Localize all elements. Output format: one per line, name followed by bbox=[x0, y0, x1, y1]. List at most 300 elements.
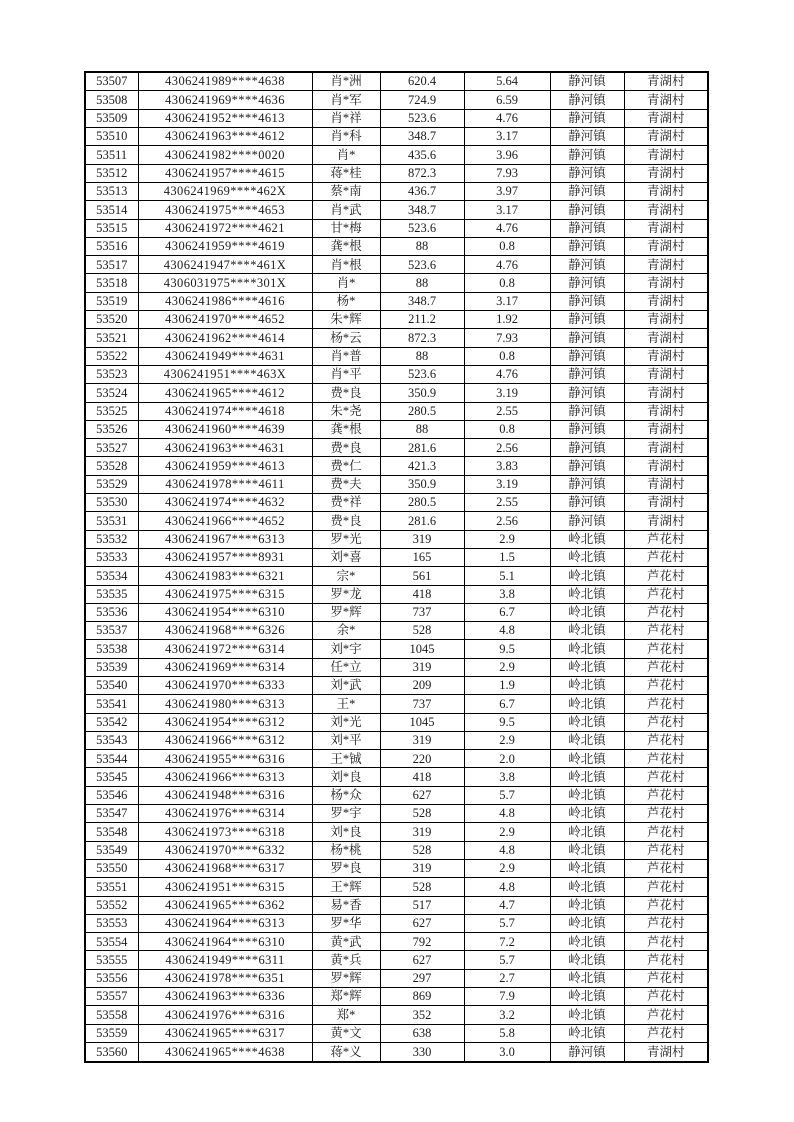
cell-masked-name: 郑*辉 bbox=[312, 988, 380, 1006]
cell-masked-name: 杨*众 bbox=[312, 786, 380, 804]
cell-amount: 352 bbox=[380, 1006, 464, 1024]
cell-serial-number: 53514 bbox=[85, 201, 138, 219]
cell-area: 2.9 bbox=[464, 731, 550, 749]
cell-town: 岭北镇 bbox=[550, 1006, 624, 1024]
cell-area: 0.8 bbox=[464, 347, 550, 365]
cell-town: 岭北镇 bbox=[550, 768, 624, 786]
cell-town: 静河镇 bbox=[550, 512, 624, 530]
table-row bbox=[85, 585, 708, 603]
cell-town: 岭北镇 bbox=[550, 603, 624, 621]
cell-area: 2.56 bbox=[464, 512, 550, 530]
cell-area: 2.9 bbox=[464, 823, 550, 841]
cell-village: 芦花村 bbox=[624, 676, 708, 694]
cell-village: 芦花村 bbox=[624, 878, 708, 896]
cell-area: 1.92 bbox=[464, 311, 550, 329]
cell-masked-name: 王* bbox=[312, 695, 380, 713]
cell-amount: 436.7 bbox=[380, 182, 464, 200]
cell-area: 1.9 bbox=[464, 676, 550, 694]
cell-village: 芦花村 bbox=[624, 567, 708, 585]
cell-amount: 528 bbox=[380, 841, 464, 859]
cell-serial-number: 53525 bbox=[85, 402, 138, 420]
cell-masked-id-number: 4306241963****6336 bbox=[138, 988, 312, 1006]
cell-masked-name: 罗*光 bbox=[312, 530, 380, 548]
cell-village: 青湖村 bbox=[624, 256, 708, 274]
cell-area: 0.8 bbox=[464, 420, 550, 438]
table-row bbox=[85, 494, 708, 512]
cell-masked-id-number: 4306241968****6317 bbox=[138, 859, 312, 877]
cell-village: 芦花村 bbox=[624, 695, 708, 713]
cell-area: 7.93 bbox=[464, 164, 550, 182]
cell-amount: 872.3 bbox=[380, 329, 464, 347]
cell-masked-name: 刘*武 bbox=[312, 676, 380, 694]
cell-town: 静河镇 bbox=[550, 256, 624, 274]
table-row bbox=[85, 841, 708, 859]
cell-village: 青湖村 bbox=[624, 237, 708, 255]
cell-area: 3.17 bbox=[464, 292, 550, 310]
cell-serial-number: 53546 bbox=[85, 786, 138, 804]
cell-serial-number: 53524 bbox=[85, 384, 138, 402]
cell-village: 芦花村 bbox=[624, 988, 708, 1006]
cell-amount: 220 bbox=[380, 750, 464, 768]
cell-serial-number: 53512 bbox=[85, 164, 138, 182]
cell-masked-name: 肖*洲 bbox=[312, 72, 380, 91]
cell-amount: 350.9 bbox=[380, 384, 464, 402]
cell-serial-number: 53511 bbox=[85, 146, 138, 164]
cell-village: 芦花村 bbox=[624, 969, 708, 987]
cell-masked-name: 龚*根 bbox=[312, 420, 380, 438]
cell-area: 3.19 bbox=[464, 384, 550, 402]
cell-serial-number: 53513 bbox=[85, 182, 138, 200]
table-row bbox=[85, 457, 708, 475]
cell-village: 芦花村 bbox=[624, 896, 708, 914]
cell-area: 2.55 bbox=[464, 402, 550, 420]
cell-masked-id-number: 4306241962****4614 bbox=[138, 329, 312, 347]
cell-area: 9.5 bbox=[464, 713, 550, 731]
table-row bbox=[85, 878, 708, 896]
cell-serial-number: 53532 bbox=[85, 530, 138, 548]
cell-masked-id-number: 4306241980****6313 bbox=[138, 695, 312, 713]
cell-area: 0.8 bbox=[464, 237, 550, 255]
cell-area: 5.64 bbox=[464, 72, 550, 91]
cell-masked-id-number: 4306241966****6312 bbox=[138, 731, 312, 749]
cell-village: 芦花村 bbox=[624, 805, 708, 823]
cell-village: 芦花村 bbox=[624, 841, 708, 859]
cell-masked-id-number: 4306241966****4652 bbox=[138, 512, 312, 530]
table-row bbox=[85, 933, 708, 951]
cell-serial-number: 53507 bbox=[85, 72, 138, 91]
cell-town: 岭北镇 bbox=[550, 841, 624, 859]
cell-village: 芦花村 bbox=[624, 1024, 708, 1042]
cell-masked-name: 王*辉 bbox=[312, 878, 380, 896]
cell-serial-number: 53554 bbox=[85, 933, 138, 951]
cell-area: 6.7 bbox=[464, 603, 550, 621]
cell-town: 静河镇 bbox=[550, 384, 624, 402]
cell-area: 4.8 bbox=[464, 805, 550, 823]
cell-masked-id-number: 4306241969****462X bbox=[138, 182, 312, 200]
cell-masked-name: 刘*良 bbox=[312, 823, 380, 841]
cell-masked-name: 刘*良 bbox=[312, 768, 380, 786]
cell-area: 6.7 bbox=[464, 695, 550, 713]
cell-town: 静河镇 bbox=[550, 292, 624, 310]
cell-village: 青湖村 bbox=[624, 402, 708, 420]
cell-amount: 523.6 bbox=[380, 219, 464, 237]
cell-village: 青湖村 bbox=[624, 72, 708, 91]
cell-town: 静河镇 bbox=[550, 494, 624, 512]
cell-masked-id-number: 4306241973****6318 bbox=[138, 823, 312, 841]
cell-masked-name: 费*夫 bbox=[312, 475, 380, 493]
table-row bbox=[85, 128, 708, 146]
cell-area: 1.5 bbox=[464, 548, 550, 566]
cell-amount: 627 bbox=[380, 786, 464, 804]
cell-amount: 348.7 bbox=[380, 201, 464, 219]
cell-serial-number: 53555 bbox=[85, 951, 138, 969]
cell-town: 静河镇 bbox=[550, 237, 624, 255]
cell-town: 岭北镇 bbox=[550, 622, 624, 640]
table-row bbox=[85, 182, 708, 200]
cell-area: 3.8 bbox=[464, 768, 550, 786]
cell-town: 静河镇 bbox=[550, 420, 624, 438]
cell-serial-number: 53547 bbox=[85, 805, 138, 823]
table-row bbox=[85, 786, 708, 804]
cell-serial-number: 53542 bbox=[85, 713, 138, 731]
cell-area: 3.17 bbox=[464, 201, 550, 219]
table-row bbox=[85, 347, 708, 365]
cell-masked-id-number: 4306241982****0020 bbox=[138, 146, 312, 164]
cell-area: 5.7 bbox=[464, 914, 550, 932]
cell-masked-id-number: 4306241975****4653 bbox=[138, 201, 312, 219]
cell-serial-number: 53544 bbox=[85, 750, 138, 768]
table-row bbox=[85, 109, 708, 127]
table-row bbox=[85, 823, 708, 841]
cell-masked-name: 黄*兵 bbox=[312, 951, 380, 969]
table-row bbox=[85, 896, 708, 914]
table-row bbox=[85, 274, 708, 292]
cell-area: 4.7 bbox=[464, 896, 550, 914]
table-row bbox=[85, 292, 708, 310]
cell-amount: 88 bbox=[380, 274, 464, 292]
cell-amount: 528 bbox=[380, 878, 464, 896]
table-row bbox=[85, 969, 708, 987]
table-row bbox=[85, 1042, 708, 1062]
cell-serial-number: 53550 bbox=[85, 859, 138, 877]
cell-village: 芦花村 bbox=[624, 530, 708, 548]
cell-village: 青湖村 bbox=[624, 1042, 708, 1062]
cell-village: 芦花村 bbox=[624, 786, 708, 804]
cell-village: 芦花村 bbox=[624, 914, 708, 932]
cell-town: 静河镇 bbox=[550, 91, 624, 109]
cell-village: 芦花村 bbox=[624, 585, 708, 603]
table-row bbox=[85, 384, 708, 402]
cell-amount: 523.6 bbox=[380, 365, 464, 383]
cell-amount: 88 bbox=[380, 347, 464, 365]
cell-masked-id-number: 4306241964****6310 bbox=[138, 933, 312, 951]
cell-town: 静河镇 bbox=[550, 365, 624, 383]
cell-area: 7.2 bbox=[464, 933, 550, 951]
cell-serial-number: 53531 bbox=[85, 512, 138, 530]
cell-serial-number: 53559 bbox=[85, 1024, 138, 1042]
cell-area: 3.96 bbox=[464, 146, 550, 164]
cell-area: 2.9 bbox=[464, 530, 550, 548]
table-row bbox=[85, 146, 708, 164]
cell-town: 静河镇 bbox=[550, 182, 624, 200]
table-row bbox=[85, 201, 708, 219]
cell-amount: 319 bbox=[380, 859, 464, 877]
cell-town: 岭北镇 bbox=[550, 750, 624, 768]
cell-masked-name: 杨*云 bbox=[312, 329, 380, 347]
cell-village: 青湖村 bbox=[624, 439, 708, 457]
table-row bbox=[85, 1006, 708, 1024]
cell-masked-name: 余* bbox=[312, 622, 380, 640]
cell-village: 芦花村 bbox=[624, 933, 708, 951]
cell-village: 青湖村 bbox=[624, 219, 708, 237]
cell-serial-number: 53552 bbox=[85, 896, 138, 914]
cell-area: 2.9 bbox=[464, 859, 550, 877]
cell-area: 4.8 bbox=[464, 878, 550, 896]
cell-masked-id-number: 4306241974****4618 bbox=[138, 402, 312, 420]
cell-amount: 517 bbox=[380, 896, 464, 914]
cell-village: 青湖村 bbox=[624, 365, 708, 383]
table-row bbox=[85, 420, 708, 438]
cell-masked-name: 罗*龙 bbox=[312, 585, 380, 603]
table-row bbox=[85, 731, 708, 749]
cell-masked-id-number: 4306241976****6314 bbox=[138, 805, 312, 823]
cell-masked-id-number: 4306241949****6311 bbox=[138, 951, 312, 969]
cell-masked-id-number: 4306241967****6313 bbox=[138, 530, 312, 548]
cell-amount: 330 bbox=[380, 1042, 464, 1062]
cell-serial-number: 53534 bbox=[85, 567, 138, 585]
cell-masked-name: 罗*辉 bbox=[312, 969, 380, 987]
cell-serial-number: 53549 bbox=[85, 841, 138, 859]
cell-amount: 620.4 bbox=[380, 72, 464, 91]
table-row bbox=[85, 695, 708, 713]
cell-masked-name: 甘*梅 bbox=[312, 219, 380, 237]
cell-masked-name: 宗* bbox=[312, 567, 380, 585]
cell-masked-id-number: 4306241964****6313 bbox=[138, 914, 312, 932]
table-row bbox=[85, 567, 708, 585]
cell-masked-id-number: 4306241970****6332 bbox=[138, 841, 312, 859]
cell-amount: 561 bbox=[380, 567, 464, 585]
cell-amount: 1045 bbox=[380, 640, 464, 658]
cell-masked-name: 肖*军 bbox=[312, 91, 380, 109]
cell-amount: 350.9 bbox=[380, 475, 464, 493]
cell-village: 芦花村 bbox=[624, 768, 708, 786]
cell-village: 青湖村 bbox=[624, 182, 708, 200]
cell-town: 岭北镇 bbox=[550, 530, 624, 548]
cell-town: 岭北镇 bbox=[550, 713, 624, 731]
cell-amount: 319 bbox=[380, 731, 464, 749]
cell-serial-number: 53530 bbox=[85, 494, 138, 512]
cell-area: 3.83 bbox=[464, 457, 550, 475]
cell-masked-name: 肖*祥 bbox=[312, 109, 380, 127]
cell-masked-id-number: 4306241959****4613 bbox=[138, 457, 312, 475]
cell-masked-id-number: 4306241969****4636 bbox=[138, 91, 312, 109]
cell-town: 静河镇 bbox=[550, 201, 624, 219]
cell-area: 5.7 bbox=[464, 951, 550, 969]
cell-amount: 627 bbox=[380, 951, 464, 969]
cell-town: 岭北镇 bbox=[550, 878, 624, 896]
cell-village: 青湖村 bbox=[624, 311, 708, 329]
cell-village: 芦花村 bbox=[624, 603, 708, 621]
cell-town: 岭北镇 bbox=[550, 548, 624, 566]
cell-town: 静河镇 bbox=[550, 402, 624, 420]
cell-serial-number: 53509 bbox=[85, 109, 138, 127]
cell-serial-number: 53518 bbox=[85, 274, 138, 292]
table-row bbox=[85, 713, 708, 731]
cell-masked-name: 费*良 bbox=[312, 384, 380, 402]
cell-area: 3.17 bbox=[464, 128, 550, 146]
cell-amount: 523.6 bbox=[380, 109, 464, 127]
cell-amount: 348.7 bbox=[380, 128, 464, 146]
table-row bbox=[85, 439, 708, 457]
cell-masked-name: 蒋*桂 bbox=[312, 164, 380, 182]
table-row bbox=[85, 640, 708, 658]
cell-serial-number: 53540 bbox=[85, 676, 138, 694]
cell-masked-name: 刘*宇 bbox=[312, 640, 380, 658]
table-row bbox=[85, 311, 708, 329]
table-row bbox=[85, 475, 708, 493]
cell-village: 芦花村 bbox=[624, 1006, 708, 1024]
cell-village: 青湖村 bbox=[624, 457, 708, 475]
subsidy-table bbox=[84, 71, 709, 1063]
cell-masked-id-number: 4306241965****4638 bbox=[138, 1042, 312, 1062]
cell-town: 岭北镇 bbox=[550, 933, 624, 951]
cell-serial-number: 53516 bbox=[85, 237, 138, 255]
table-row bbox=[85, 805, 708, 823]
cell-amount: 280.5 bbox=[380, 402, 464, 420]
cell-village: 青湖村 bbox=[624, 420, 708, 438]
cell-serial-number: 53535 bbox=[85, 585, 138, 603]
cell-town: 静河镇 bbox=[550, 164, 624, 182]
table-row bbox=[85, 530, 708, 548]
cell-masked-id-number: 4306241957****8931 bbox=[138, 548, 312, 566]
cell-village: 青湖村 bbox=[624, 91, 708, 109]
table-row bbox=[85, 951, 708, 969]
table-row bbox=[85, 914, 708, 932]
table-row bbox=[85, 676, 708, 694]
cell-amount: 165 bbox=[380, 548, 464, 566]
cell-serial-number: 53522 bbox=[85, 347, 138, 365]
cell-amount: 211.2 bbox=[380, 311, 464, 329]
cell-masked-id-number: 4306241959****4619 bbox=[138, 237, 312, 255]
cell-village: 青湖村 bbox=[624, 475, 708, 493]
cell-masked-id-number: 4306241970****6333 bbox=[138, 676, 312, 694]
cell-masked-id-number: 4306241951****463X bbox=[138, 365, 312, 383]
cell-serial-number: 53510 bbox=[85, 128, 138, 146]
cell-village: 青湖村 bbox=[624, 347, 708, 365]
cell-village: 青湖村 bbox=[624, 292, 708, 310]
cell-amount: 872.3 bbox=[380, 164, 464, 182]
cell-amount: 280.5 bbox=[380, 494, 464, 512]
table-row bbox=[85, 91, 708, 109]
table-row bbox=[85, 72, 708, 91]
cell-serial-number: 53521 bbox=[85, 329, 138, 347]
cell-town: 静河镇 bbox=[550, 311, 624, 329]
cell-town: 静河镇 bbox=[550, 72, 624, 91]
cell-masked-name: 刘*光 bbox=[312, 713, 380, 731]
cell-masked-id-number: 4306241972****4621 bbox=[138, 219, 312, 237]
cell-area: 6.59 bbox=[464, 91, 550, 109]
cell-serial-number: 53520 bbox=[85, 311, 138, 329]
cell-amount: 523.6 bbox=[380, 256, 464, 274]
cell-town: 静河镇 bbox=[550, 1042, 624, 1062]
cell-serial-number: 53558 bbox=[85, 1006, 138, 1024]
cell-amount: 281.6 bbox=[380, 512, 464, 530]
cell-masked-id-number: 4306241952****4613 bbox=[138, 109, 312, 127]
cell-amount: 724.9 bbox=[380, 91, 464, 109]
cell-town: 岭北镇 bbox=[550, 951, 624, 969]
cell-town: 岭北镇 bbox=[550, 676, 624, 694]
cell-amount: 348.7 bbox=[380, 292, 464, 310]
cell-town: 岭北镇 bbox=[550, 731, 624, 749]
cell-town: 岭北镇 bbox=[550, 823, 624, 841]
cell-town: 岭北镇 bbox=[550, 896, 624, 914]
cell-masked-name: 费*仁 bbox=[312, 457, 380, 475]
cell-masked-name: 费*祥 bbox=[312, 494, 380, 512]
cell-area: 4.76 bbox=[464, 365, 550, 383]
table-body bbox=[85, 72, 708, 1062]
cell-masked-id-number: 4306241986****4616 bbox=[138, 292, 312, 310]
cell-serial-number: 53556 bbox=[85, 969, 138, 987]
cell-amount: 281.6 bbox=[380, 439, 464, 457]
cell-amount: 421.3 bbox=[380, 457, 464, 475]
cell-masked-id-number: 4306241978****4611 bbox=[138, 475, 312, 493]
cell-town: 静河镇 bbox=[550, 109, 624, 127]
cell-area: 4.76 bbox=[464, 256, 550, 274]
table-row bbox=[85, 329, 708, 347]
cell-masked-name: 任*立 bbox=[312, 658, 380, 676]
cell-amount: 737 bbox=[380, 603, 464, 621]
cell-masked-name: 刘*喜 bbox=[312, 548, 380, 566]
cell-masked-id-number: 4306241975****6315 bbox=[138, 585, 312, 603]
cell-amount: 319 bbox=[380, 823, 464, 841]
cell-village: 青湖村 bbox=[624, 146, 708, 164]
cell-town: 岭北镇 bbox=[550, 786, 624, 804]
cell-amount: 627 bbox=[380, 914, 464, 932]
cell-masked-id-number: 4306241954****6312 bbox=[138, 713, 312, 731]
table-row bbox=[85, 658, 708, 676]
cell-area: 3.0 bbox=[464, 1042, 550, 1062]
cell-masked-id-number: 4306241989****4638 bbox=[138, 72, 312, 91]
cell-amount: 737 bbox=[380, 695, 464, 713]
cell-village: 青湖村 bbox=[624, 494, 708, 512]
cell-masked-id-number: 4306241972****6314 bbox=[138, 640, 312, 658]
cell-amount: 1045 bbox=[380, 713, 464, 731]
cell-masked-name: 罗*良 bbox=[312, 859, 380, 877]
cell-serial-number: 53536 bbox=[85, 603, 138, 621]
cell-serial-number: 53523 bbox=[85, 365, 138, 383]
table-row bbox=[85, 164, 708, 182]
cell-serial-number: 53529 bbox=[85, 475, 138, 493]
cell-town: 静河镇 bbox=[550, 439, 624, 457]
cell-masked-name: 费*良 bbox=[312, 439, 380, 457]
cell-area: 0.8 bbox=[464, 274, 550, 292]
cell-village: 芦花村 bbox=[624, 823, 708, 841]
cell-serial-number: 53548 bbox=[85, 823, 138, 841]
cell-masked-id-number: 4306241970****4652 bbox=[138, 311, 312, 329]
cell-masked-id-number: 4306241963****4612 bbox=[138, 128, 312, 146]
cell-masked-name: 易*香 bbox=[312, 896, 380, 914]
cell-amount: 792 bbox=[380, 933, 464, 951]
cell-area: 5.1 bbox=[464, 567, 550, 585]
cell-village: 芦花村 bbox=[624, 750, 708, 768]
cell-masked-id-number: 4306241978****6351 bbox=[138, 969, 312, 987]
cell-serial-number: 53560 bbox=[85, 1042, 138, 1062]
cell-area: 4.8 bbox=[464, 622, 550, 640]
cell-town: 岭北镇 bbox=[550, 914, 624, 932]
cell-serial-number: 53543 bbox=[85, 731, 138, 749]
cell-masked-name: 朱*尧 bbox=[312, 402, 380, 420]
cell-masked-name: 王*铖 bbox=[312, 750, 380, 768]
